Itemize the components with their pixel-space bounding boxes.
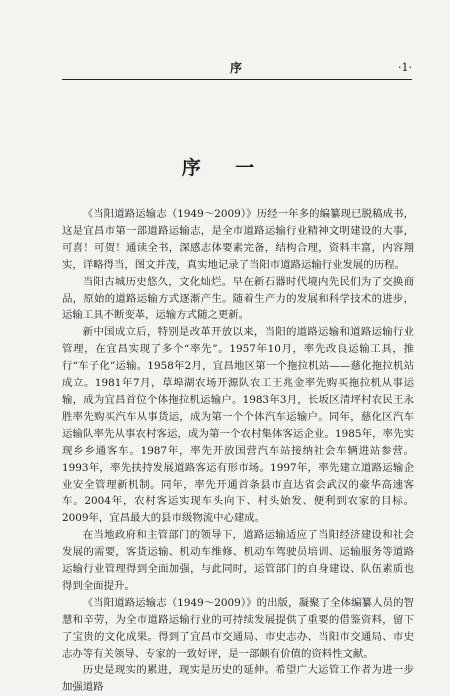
header-rule: [62, 79, 412, 80]
chapter-title: 序 一: [181, 157, 269, 179]
running-header: [62, 60, 412, 76]
body-text: [62, 206, 414, 696]
paragraph-6: 历史是现实的累进，现实是历史的延伸。希望广大运管工作者为进一步加强道路: [62, 664, 414, 694]
paragraph-3: 新中国成立后，特别是改革开放以来，当阳的道路运输和道路运输行业管理，在宜昌实现了多个“率先”。1957年10月，率先改良运输工具，推行“车子化”运输。1958年2月，宜昌地区第一个拖拉机站——慈化拖拉机站成立。1981年7月，草埠湖农场开源队农工王兆金率先购买拖拉机从事运输，成为宜昌首位个体拖拉机运输户。1983年3月，长坂区清坪村农民王永胜率先购买汽车从事货运，成为第一个个体汽车运输户。同年，慈化区汽车运输队率先从事农村客运，成为第一个农村集体客运企业。1985年，率先实现乡乡通客车。1987年，率先开放国营汽车站接纳社会车辆进站参营。1993年，率先扶持发展道路客运有形市场。1997年，率先建立道路运输企业安全管理新机制。同年，率先开通首条县市直达省会武汉的豪华高速客车。2004年，农村客运实现车头向下、村头始发、便利到农家的目标。2009年，宜昌最大的县市级物流中心建成。: [62, 326, 414, 525]
paragraph-2: 当阳古城历史悠久，文化灿烂。早在新石器时代境内先民们为了交换商品，原始的道路运输方式逐渐产生。随着生产力的发展和科学技术的进步，运输工具不断变革，运输方式随之更新。: [62, 275, 414, 322]
paragraph-5: 《当阳道路运输志（1949～2009）》的出版，凝聚了全体编纂人员的智慧和辛劳，为全市道路运输行业的可持续发展提供了重要的借鉴资料，留下了宝贵的文化成果。得到了宜昌市交通局、市史志办、当阳市交通局、市史志办等有关领导、专家的一致好评，是一部颇有价值的资料性文献。: [62, 596, 414, 660]
paragraph-1: 《当阳道路运输志（1949～2009）》历经一年多的编纂现已脱稿成书，这是宜昌市第一部道路运输志，是全市道路运输行业精神文明建设的大事，可喜！可贺！通读全书，深感志体要素完备，结构合理，资料丰富，内容翔实，详略得当，图文并茂，真实地记录了当阳市道路运输行业发展的历程。: [62, 208, 414, 271]
paragraph-4: 在当地政府和主管部门的领导下，道路运输适应了当阳经济建设和社会发展的需要，客货运输、机动车维修、机动车驾驶员培训、运输服务等道路运输行业管理得到全面加强，与此同时，运管部门的自身建设、队伍素质也得到全面提升。: [62, 529, 414, 592]
page-number: ·1·: [398, 61, 412, 74]
running-header-title: 序: [229, 61, 244, 75]
